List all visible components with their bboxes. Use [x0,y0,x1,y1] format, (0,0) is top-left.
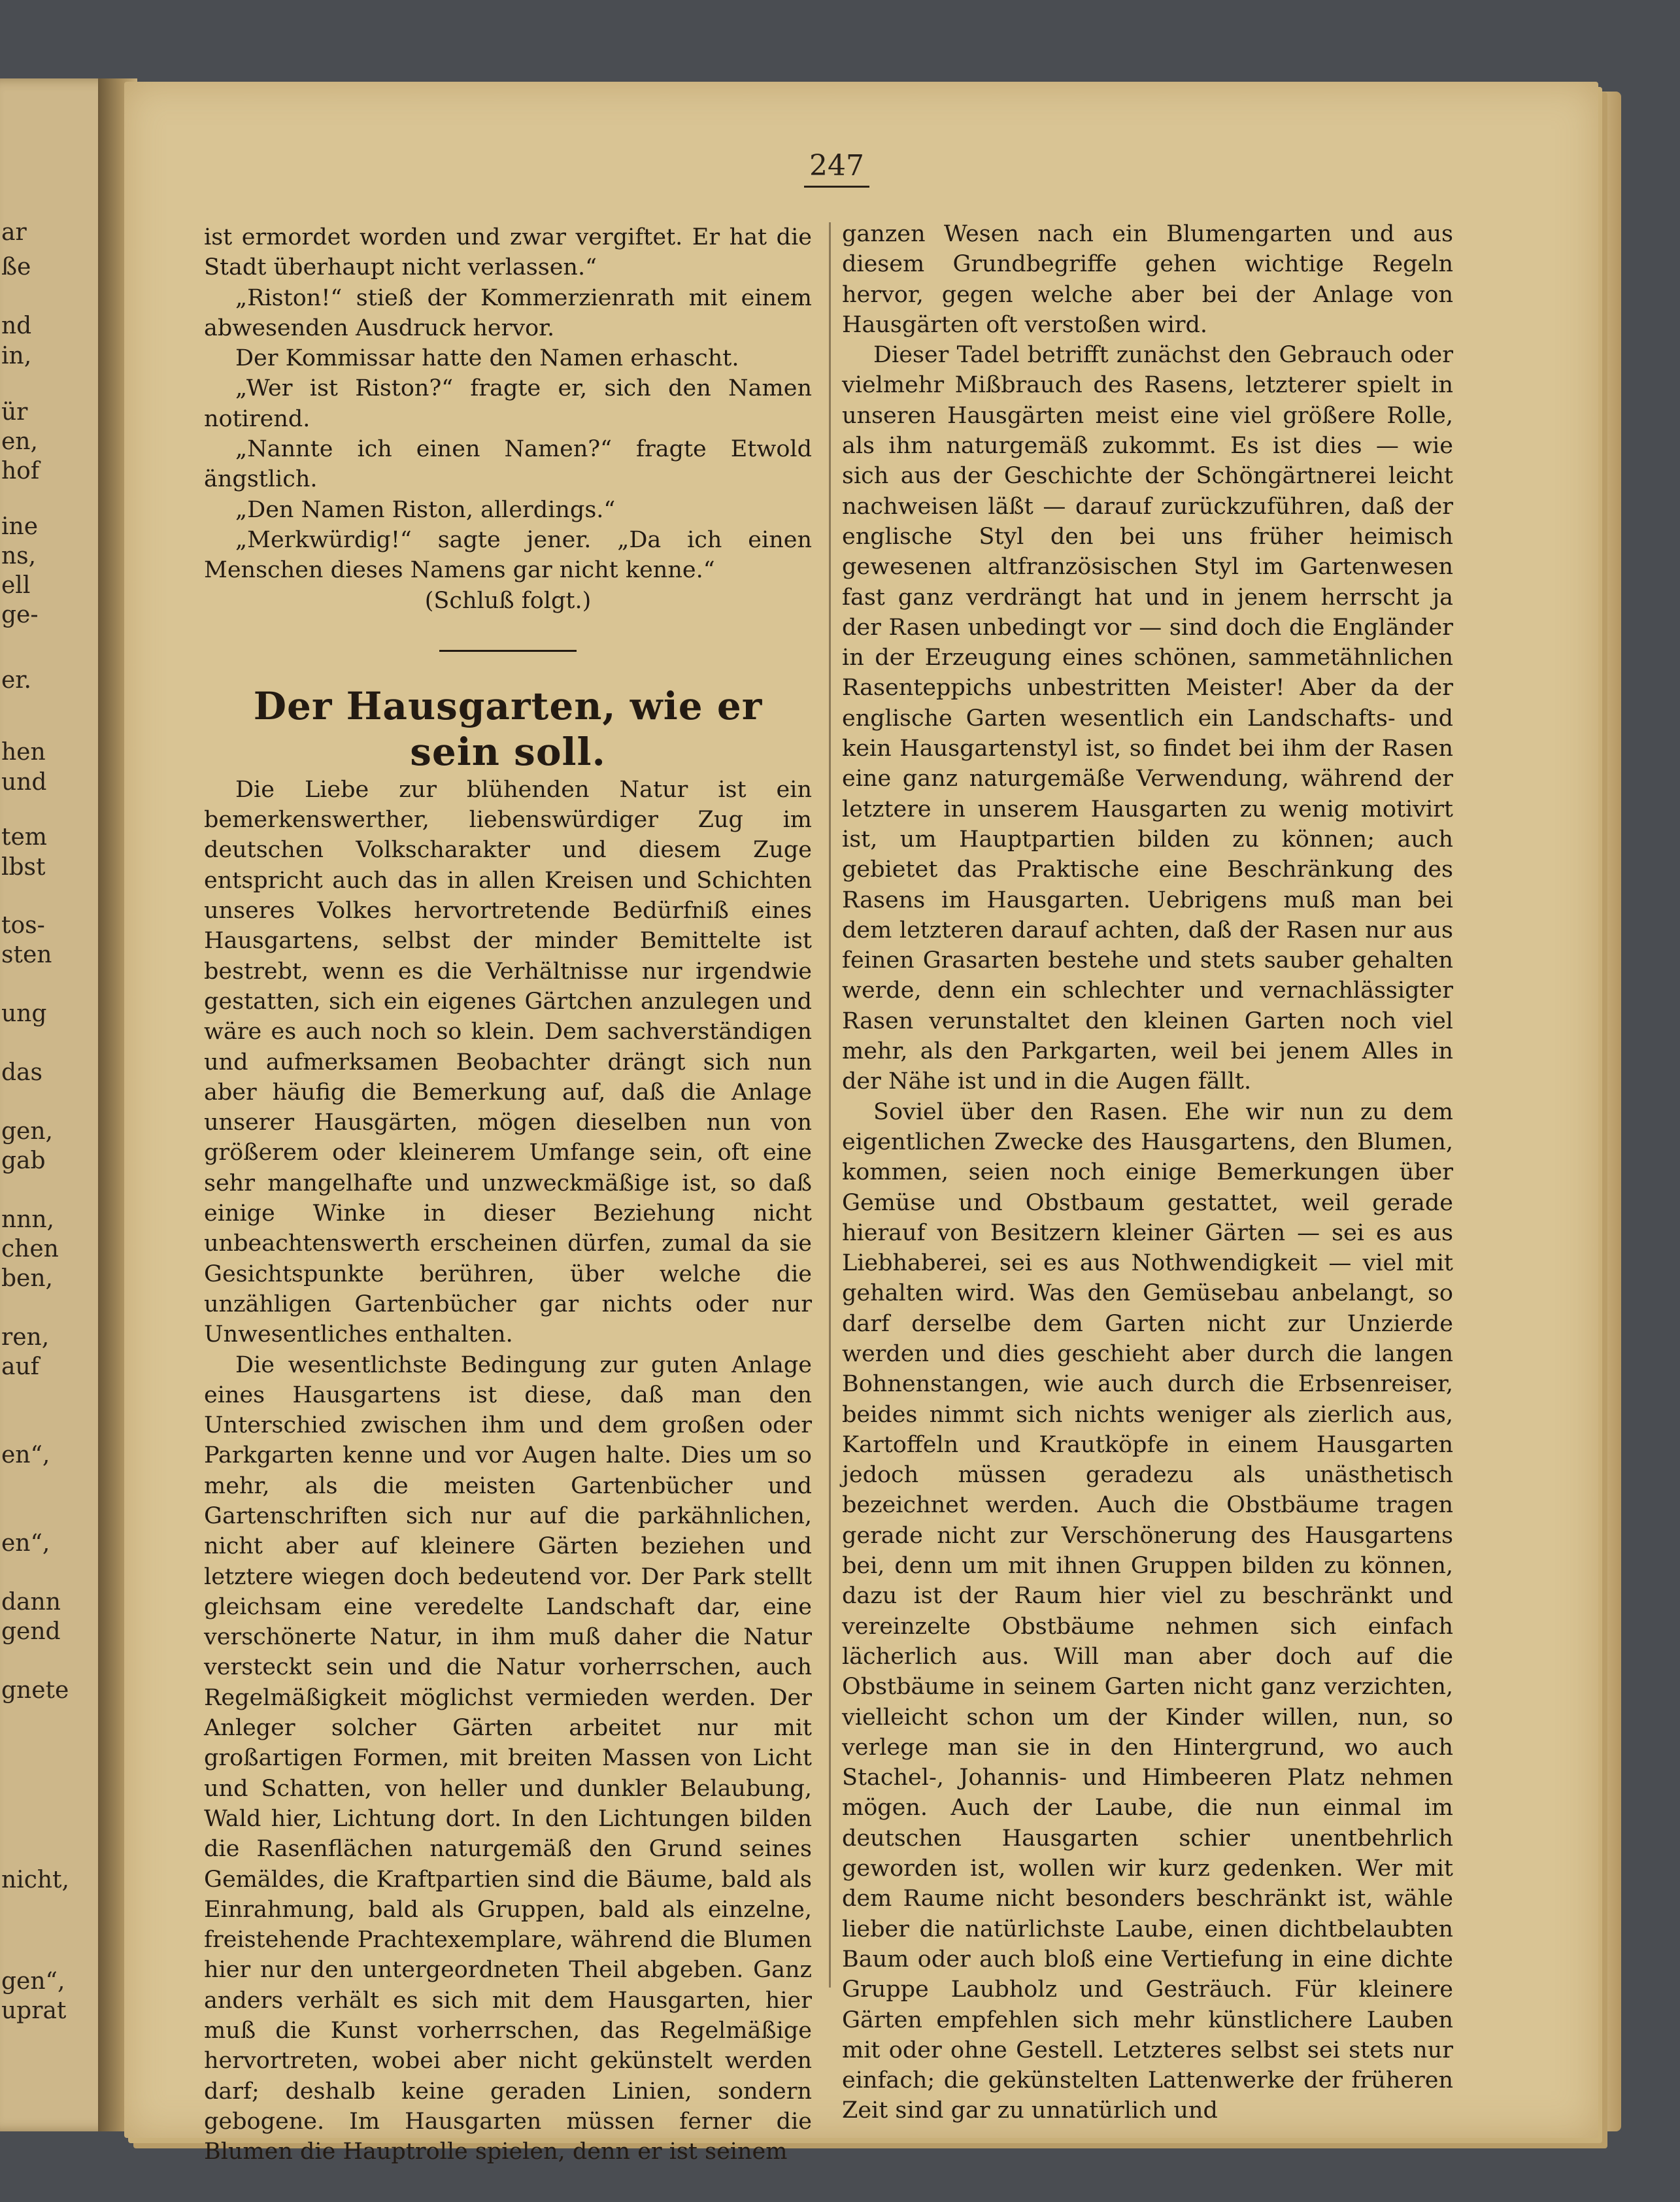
prev-fragment: nd [1,313,32,339]
prev-fragment: und [1,769,47,796]
page-number: 247 [809,149,864,182]
prev-fragment: ns, [1,543,37,569]
prev-fragment: ung [1,1000,47,1027]
story-paragraph: „Riston!“ stieß der Kommerzienrath mit einem abwesenden Ausdruck hervor. [204,284,812,341]
article-paragraph: Soviel über den Rasen. Ehe wir nun zu dem eigentlichen Zwecke des Hausgartens, den Blumen, kommen, seien noch einige Bemerkungen über Gemüse und Obstbaum gestattet, weil gerade hierauf von Besitzern kleiner Gärten — sei es aus Liebhaberei, sei es aus Nothwendigkeit — viel mit gehalten wird. Was den Gemüsebau anbelangt, so darf derselbe dem Garten nicht zur Unzierde werden und dies geschieht aber durch die langen Bohnenstangen, wie auch durch die Erbsenreiser, beides nimmt sich nichts weniger als zierlich aus, Kartoffeln und Krautköpfe in einem Hausgarten jedoch müssen geradezu als unästhetisch bezeichnet werden. Auch die Obstbäume tragen gerade nicht zur Verschönerung des Hausgartens bei, denn um mit ihnen Gruppen bilden zu können, dazu ist der Raum hier viel zu beschränkt und vereinzelte Obstbäume nehmen sich einfach lächerlich aus. Will man aber doch auf die Obstbäume in seinem Garten nicht ganz verzichten, vielleicht schon um der Kinder willen, nun, so verlege man sie in den Hintergrund, wo auch Stachel-, Johannis- und Himbeeren Platz nehmen mögen. Auch der Laube, die nun einmal im deutschen Hausgarten schier unentbehrlich geworden ist, wollen wir kurz gedenken. Wer mit dem Raume nicht besonders beschränkt ist, wähle lieber die natürlichste Laube, einen dichtbelaubten Baum oder auch bloß eine Vertiefung in eine dichte Gruppe Laubholz und Gesträuch. Für kleinere Gärten empfehlen sich mehr künstlichere Lauben mit oder ohne Gestell. Letzteres selbst sei stets nur einfach; die gekünstelten Lattenwerke der früheren Zeit sind gar zu unnatürlich und [842,1098,1453,2124]
prev-fragment: tos- [1,912,45,939]
prev-fragment: en“, [1,1530,50,1557]
prev-fragment: hof [1,458,40,484]
prev-fragment: dann [1,1589,61,1616]
prev-fragment: gnete [1,1677,69,1704]
left-column [204,222,812,2167]
prev-fragment: gab [1,1147,46,1174]
story-paragraph: „Den Namen Riston, allerdings.“ [235,496,616,523]
story-paragraph: Der Kommissar hatte den Namen erhascht. [235,345,739,372]
prev-fragment: auf [1,1353,39,1380]
prev-fragment: in, [1,343,32,369]
prev-fragment: ren, [1,1324,50,1351]
prev-fragment: ell [1,572,31,599]
story-paragraph: ist ermordet worden und zwar vergiftet. Er hat die Stadt überhaupt nicht verlassen.“ [204,224,812,281]
prev-fragment: ße [1,254,31,280]
prev-fragment: das [1,1059,42,1086]
article-paragraph: Dieser Tadel betrifft zunächst den Gebrauch oder vielmehr Mißbrauch des Rasens, letzterer spielt in unseren Hausgärten meist eine viel größere Rolle, als ihm naturgemäß zukommt. Es ist dies — wie sich aus der Geschichte der Schöngärtnerei leicht nachweisen läßt — darauf zurückzuführen, daß der englische Styl den bei uns früher heimisch gewesenen altfranzösischen Styl im Gartenwesen fast ganz verdrängt hat und in jenem herrscht ja der Rasen unbedingt vor — sind doch die Engländer in der Erzeugung eines schönen, sammetähnlichen Rasenteppichs unbestritten Meister! Aber da der englische Garten wesentlich ein Landschafts- und kein Hausgartenstyl ist, so findet bei ihm der Rasen eine ganz naturgemäße Verwendung, während der letztere in unserem Hausgarten zu wenig motivirt ist, um Hauptpartien bilden zu können; auch gebietet das Praktische eine Beschränkung des Rasens im Hausgarten. Uebrigens muß man bei dem letzteren darauf achten, daß der Rasen nur aus feinen Grasarten bestehe und stets sauber gehalten werde, denn ein schlechter und vernachlässigter Rasen verunstaltet den kleinen Garten noch viel mehr, als den Parkgarten, weil bei jenem Alles in der Nähe ist und in die Augen fällt. [842,342,1453,1095]
prev-fragment: ben, [1,1265,53,1292]
prev-fragment: lbst [1,854,46,881]
article-paragraph: Die wesentlichste Bedingung zur guten Anlage eines Hausgartens ist diese, daß man den Unterschied zwischen ihm und dem großen oder Parkgarten kenne und vor Augen halte. Dies um so mehr, als die meisten Gartenbücher und Gartenschriften sich nur auf die parkähnlichen, nicht aber auf kleinere Gärten beziehen und letztere wiegen doch bedeutend vor. Der Park stellt gleichsam eine veredelte Landschaft dar, eine verschönerte Natur, in ihm muß daher die Natur versteckt sein und die Natur vorherrschen, auch Regelmäßigkeit möglichst vermieden werden. Der Anleger solcher Gärten arbeitet nur mit großartigen Formen, mit breiten Massen von Licht und Schatten, von heller und dunkler Belaubung, Wald hier, Lichtung dort. In den Lichtungen bilden die Rasenflächen naturgemäß den Grund seines Gemäldes, die Kraftpartien sind die Bäume, bald als Einrahmung, bald als Gruppen, bald als einzelne, freistehende Prachtexemplare, während die Blumen hier nur den untergeordneten Theil abgeben. Ganz anders verhält es sich mit dem Hausgarten, hier muß die Kunst vorherrschen, das Regelmäßige hervortreten, wobei aber nicht gekünstelt werden darf; deshalb keine geraden Linien, sondern gebogene. Im Hausgarten müssen ferner die Blumen die Hauptrolle spielen, denn er ist seinem [204,1351,812,2165]
page-number-rule [804,186,869,188]
continued-note: (Schluß folgt.) [424,587,592,614]
prev-fragment: en, [1,428,38,455]
page-stack-edge [1595,92,1621,2131]
prev-fragment: nnn, [1,1206,54,1233]
prev-fragment: ine [1,513,39,540]
prev-fragment: chen [1,1236,59,1262]
right-column [842,219,1453,2126]
prev-fragment: ür [1,399,28,426]
prev-fragment: en“, [1,1442,50,1468]
prev-fragment: ar [1,219,27,246]
prev-fragment: ge- [1,601,39,628]
prev-fragment: uprat [1,1997,67,2024]
prev-fragment: er. [1,667,32,694]
article-title: Der Hausgarten, wie er sein soll. [253,683,763,774]
column-divider [829,222,831,1988]
story-paragraph: „Wer ist Riston?“ fragte er, sich den Namen notirend. [204,375,812,432]
prev-fragment: gen“, [1,1968,65,1995]
story-paragraph: „Merkwürdig!“ sagte jener. „Da ich einen Menschen dieses Namens gar nicht kenne.“ [204,526,812,584]
prev-fragment: gen, [1,1118,53,1145]
prev-fragment: gend [1,1618,61,1645]
prev-fragment: hen [1,739,46,766]
section-separator [439,650,577,652]
prev-fragment: nicht, [1,1867,69,1893]
prev-fragment: sten [1,941,52,968]
article-paragraph: Die Liebe zur blühenden Natur ist ein bemerkenswerther, liebenswürdiger Zug im deutschen Volkscharakter und diesem Zuge entspricht auch das in allen Kreisen und Schichten unseres Volkes hervortretende Bedürfniß eines Hausgartens, selbst der minder Bemittelte ist bestrebt, wenn es die Verhältnisse nur irgendwie gestatten, sich ein eigenes Gärtchen anzulegen und wäre es auch noch so klein. Dem sachverständigen und aufmerksamen Beobachter drängt sich nun aber häufig die Bemerkung auf, daß die Anlage unserer Hausgärten, mögen dieselben nun von größerem oder kleinerem Umfange sein, oft eine sehr mangelhafte und unzweckmäßige ist, so daß einige Winke in dieser Beziehung nicht unbeachtenswerth erscheinen dürfen, zumal da sie Gesichtspunkte berühren, über welche die unzähligen Gartenbücher gar nichts oder nur Unwesentliches enthalten. [204,776,812,1348]
story-paragraph: „Nannte ich einen Namen?“ fragte Etwold ängstlich. [204,436,812,493]
prev-fragment: tem [1,824,47,851]
article-paragraph: ganzen Wesen nach ein Blumengarten und aus diesem Grundbegriffe gehen wichtige Regeln hervor, gegen welche aber bei der Anlage von Hausgärten oft verstoßen wird. [842,221,1453,338]
